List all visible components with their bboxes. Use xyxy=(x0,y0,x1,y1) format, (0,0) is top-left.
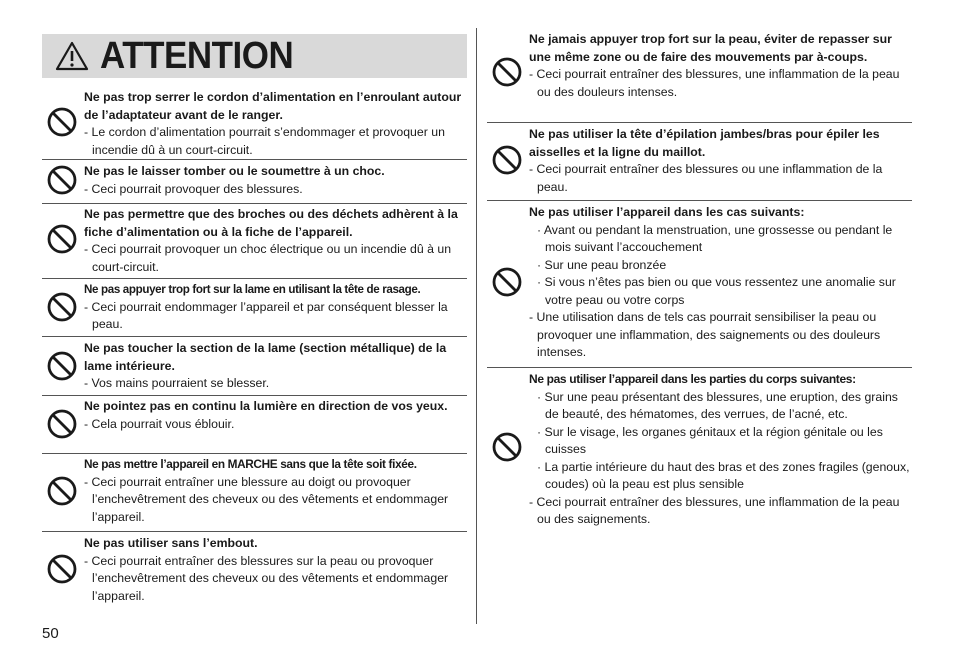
warning-title: Ne pas toucher la section de la lame (section métallique) de la lame intérieure. xyxy=(84,341,447,373)
warning-title: Ne jamais appuyer trop fort sur la peau, éviter de repasser sur une même zone ou de faire des mouvements par à-coups. xyxy=(529,32,892,64)
page-number: 50 xyxy=(42,625,59,642)
warning-item xyxy=(42,278,467,337)
warning-title: Ne pointez pas en continu la lumière en direction de vos yeux. xyxy=(84,399,448,413)
condition-item: · Sur une peau bronzée xyxy=(537,257,667,272)
warning-item xyxy=(42,203,467,279)
warning-detail: - Ceci pourrait provoquer un choc électrique ou un incendie dû à un court-circuit. xyxy=(84,242,452,274)
warning-item xyxy=(42,87,467,160)
warning-item xyxy=(42,395,467,454)
warning-detail: - Le cordon d’alimentation pourrait s’endommager et provoquer un incendie dû à un court-circuit. xyxy=(84,125,445,157)
no-entry-icon xyxy=(491,431,523,463)
no-entry-icon xyxy=(46,475,78,507)
no-entry-icon xyxy=(46,223,78,255)
no-entry-icon xyxy=(46,350,78,382)
warning-title: Ne pas permettre que des broches ou des déchets adhèrent à la fiche d’alimentation ou à la fiche de l’appareil. xyxy=(84,207,458,239)
attention-header xyxy=(42,34,467,78)
warning-title: Ne pas utiliser la tête d’épilation jambes/bras pour épiler les aisselles et la ligne du maillot. xyxy=(529,127,880,159)
no-entry-icon xyxy=(491,144,523,176)
warning-item xyxy=(487,200,912,368)
warning-detail: - Ceci pourrait entraîner des blessures, une inflammation de la peau ou des saignements. xyxy=(529,494,900,526)
warning-title: Ne pas appuyer trop fort sur la lame en utilisant la tête de rasage. xyxy=(84,283,421,296)
no-entry-icon xyxy=(46,106,78,138)
condition-item: · Avant ou pendant la menstruation, une grossesse ou pendant le mois suivant l’accouchement xyxy=(537,222,893,254)
no-entry-icon xyxy=(46,291,78,323)
warning-detail: - Ceci pourrait provoquer des blessures. xyxy=(84,181,303,196)
warning-detail: - Ceci pourrait entraîner des blessures ou une inflammation de la peau. xyxy=(529,162,883,194)
warning-item xyxy=(42,531,467,609)
warning-detail: - Ceci pourrait entraîner des blessures sur la peau ou provoquer l’enchevêtrement des cheveux ou des vêtements et endommager l’appareil. xyxy=(84,553,449,603)
no-entry-icon xyxy=(491,56,523,88)
warning-item xyxy=(42,159,467,204)
warning-title: Ne pas utiliser sans l’embout. xyxy=(84,536,258,550)
warning-item xyxy=(487,367,912,535)
warning-triangle-icon xyxy=(55,41,89,71)
warning-detail: - Ceci pourrait endommager l’appareil et par conséquent blesser la peau. xyxy=(84,299,448,331)
column-divider xyxy=(476,28,477,624)
condition-item: · Sur une peau présentant des blessures, une eruption, des grains de beauté, des hématomes, des verrues, de l’acné, etc. xyxy=(537,389,898,421)
warning-detail: - Cela pourrait vous éblouir. xyxy=(84,416,235,431)
section-title: ATTENTION xyxy=(100,35,294,77)
no-entry-icon xyxy=(491,266,523,298)
warning-item xyxy=(487,122,912,201)
condition-item: · Si vous n’êtes pas bien ou que vous ressentez une anomalie sur votre peau ou votre corps xyxy=(537,275,896,307)
warning-title: Ne pas le laisser tomber ou le soumettre à un choc. xyxy=(84,164,385,178)
warning-title: Ne pas utiliser l’appareil dans les parties du corps suivantes: xyxy=(529,372,856,386)
warning-title: Ne pas utiliser l’appareil dans les cas suivants: xyxy=(529,205,805,219)
warning-item xyxy=(42,453,467,532)
warning-detail: - Ceci pourrait entraîner des blessures, une inflammation de la peau ou des douleurs intenses. xyxy=(529,67,900,99)
warning-title: Ne pas trop serrer le cordon d’alimentation en l’enroulant autour de l’adaptateur avant de le ranger. xyxy=(84,90,462,122)
warning-title: Ne pas mettre l’appareil en MARCHE sans que la tête soit fixée. xyxy=(84,457,417,471)
warning-detail: - Une utilisation dans de tels cas pourrait sensibiliser la peau ou provoquer une inflammation, des saignements ou des douleurs intenses. xyxy=(529,310,881,359)
warning-item xyxy=(487,29,912,123)
condition-item: · Sur le visage, les organes génitaux et la région génitale ou les cuisses xyxy=(537,424,883,456)
no-entry-icon xyxy=(46,553,78,585)
condition-item: · La partie intérieure du haut des bras et des zones fragiles (genoux, coudes) où la peau est plus sensible xyxy=(537,459,910,491)
no-entry-icon xyxy=(46,408,78,440)
warning-item xyxy=(42,336,467,396)
no-entry-icon xyxy=(46,164,78,196)
warning-detail: - Vos mains pourraient se blesser. xyxy=(84,376,270,390)
warning-detail: - Ceci pourrait entraîner une blessure au doigt ou provoquer l’enchevêtrement des cheveux ou des vêtements et endommager l’appareil. xyxy=(84,474,449,524)
